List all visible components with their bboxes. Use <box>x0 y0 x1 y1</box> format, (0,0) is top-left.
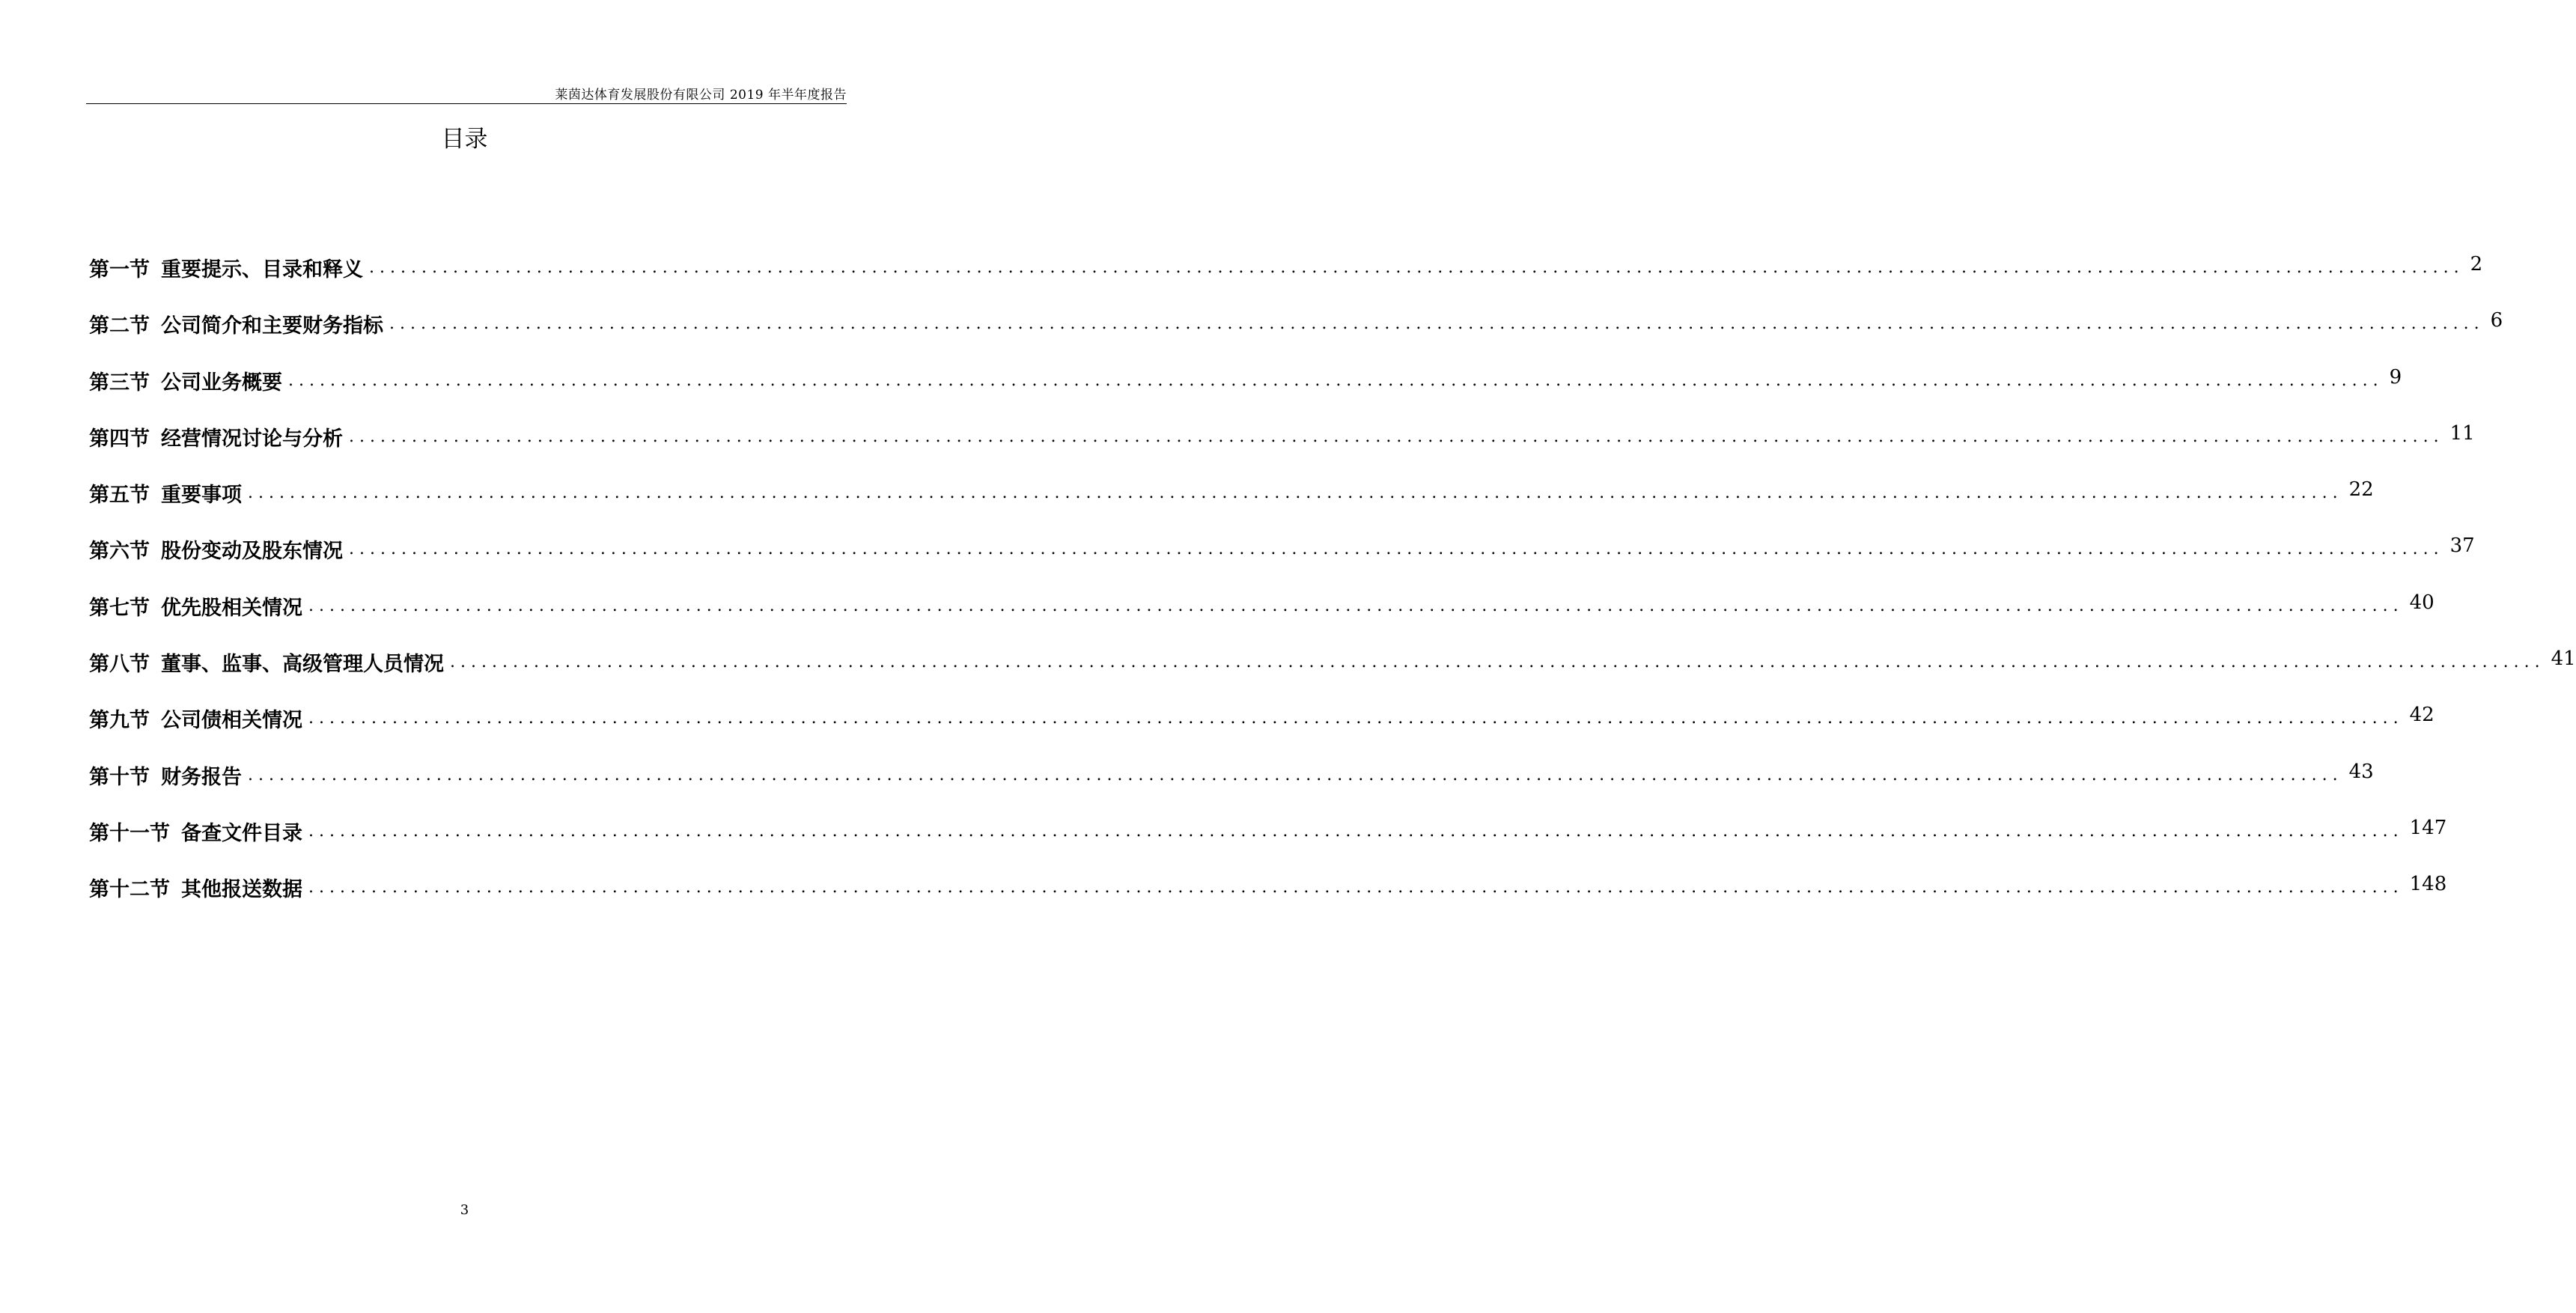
toc-dot-leader: ........................................................................................................................................................................................................ <box>349 540 2444 559</box>
toc-dot-leader: ........................................................................................................................................................................................................ <box>308 596 2404 615</box>
toc-entry-label <box>89 761 242 790</box>
toc-page-number: 42 <box>2409 704 2435 727</box>
toc-entry-label <box>89 704 302 733</box>
toc-entry[interactable] <box>89 760 2374 817</box>
toc-section-number: 第九节 <box>89 709 150 733</box>
page-number: 3 <box>460 1202 469 1218</box>
toc-section-title: 股份变动及股东情况 <box>161 540 343 564</box>
toc-dot-leader: ........................................................................................................................................................................................................ <box>389 314 2485 334</box>
toc-page-number: 2 <box>2470 253 2483 275</box>
toc-entry-label <box>89 591 302 621</box>
toc-dot-leader: ........................................................................................................................................................................................................ <box>308 878 2404 898</box>
toc-entry-label <box>89 253 363 282</box>
toc-entry-label <box>89 648 444 677</box>
toc-page-number: 41 <box>2551 648 2576 671</box>
toc-section-title: 重要事项 <box>161 484 242 508</box>
toc-section-number: 第一节 <box>89 258 150 281</box>
toc-section-title: 备查文件目录 <box>181 821 302 845</box>
toc-section-number: 第十二节 <box>89 878 170 902</box>
toc-section-title: 公司业务概要 <box>161 371 282 394</box>
toc-section-title: 其他报送数据 <box>181 878 302 902</box>
toc-entry[interactable] <box>89 816 2447 873</box>
toc-page-number: 22 <box>2348 478 2374 502</box>
running-title: 莱茵达体育发展股份有限公司 2019 年半年度报告 <box>555 88 847 103</box>
toc-entry[interactable] <box>89 365 2402 422</box>
toc-entry[interactable] <box>89 648 2576 704</box>
toc-entry[interactable] <box>89 873 2447 929</box>
toc-section-title: 经营情况讨论与分析 <box>161 427 343 451</box>
toc-entry-label <box>89 309 383 338</box>
toc-entry[interactable] <box>89 534 2475 591</box>
toc-page-number: 11 <box>2449 421 2475 445</box>
toc-page-number: 6 <box>2490 309 2503 332</box>
toc-section-number: 第十一节 <box>89 821 170 845</box>
toc-entry[interactable] <box>89 478 2374 534</box>
toc-section-number: 第三节 <box>89 371 150 394</box>
toc-page-number: 40 <box>2409 591 2435 614</box>
toc-entry[interactable] <box>89 309 2503 365</box>
toc-section-title: 董事、监事、高级管理人员情况 <box>161 653 444 677</box>
toc-page-number: 148 <box>2409 873 2447 896</box>
toc-page-number: 37 <box>2449 534 2475 558</box>
toc-entry[interactable] <box>89 704 2435 760</box>
toc-section-number: 第八节 <box>89 653 150 677</box>
toc-entry-label <box>89 817 302 846</box>
toc-dot-leader: ........................................................................................................................................................................................................ <box>308 709 2404 728</box>
toc-section-title: 重要提示、目录和释义 <box>161 258 363 281</box>
toc-section-title: 公司简介和主要财务指标 <box>161 314 383 338</box>
page-title: 目录 <box>441 126 488 153</box>
toc-page-number: 147 <box>2409 816 2447 839</box>
toc-entry[interactable] <box>89 591 2435 648</box>
toc-section-number: 第七节 <box>89 596 150 620</box>
toc-dot-leader: ........................................................................................................................................................................................................ <box>248 484 2343 503</box>
toc-dot-leader: ........................................................................................................................................................................................................ <box>349 427 2444 446</box>
page-header <box>86 78 847 104</box>
toc-entry[interactable] <box>89 421 2475 478</box>
toc-entry-label <box>89 534 343 564</box>
toc-section-title: 优先股相关情况 <box>161 596 302 620</box>
toc-entry[interactable] <box>89 253 2483 309</box>
toc-section-number: 第四节 <box>89 427 150 451</box>
toc-entry-label <box>89 873 302 902</box>
toc-dot-leader: ........................................................................................................................................................................................................ <box>248 765 2343 785</box>
toc-dot-leader: ........................................................................................................................................................................................................ <box>369 258 2464 277</box>
toc-section-number: 第二节 <box>89 314 150 338</box>
toc-entry-label <box>89 478 242 508</box>
toc-entry-label <box>89 366 282 395</box>
toc-dot-leader: ........................................................................................................................................................................................................ <box>308 821 2404 841</box>
toc-section-number: 第十节 <box>89 765 150 789</box>
toc-section-number: 第五节 <box>89 484 150 508</box>
toc-page-number: 9 <box>2389 365 2402 389</box>
toc-entry-label <box>89 422 343 451</box>
toc-dot-leader: ........................................................................................................................................................................................................ <box>288 371 2384 390</box>
toc-section-number: 第六节 <box>89 540 150 564</box>
toc-section-title: 公司债相关情况 <box>161 709 302 733</box>
table-of-contents <box>89 253 2576 930</box>
toc-section-title: 财务报告 <box>161 765 242 789</box>
toc-page-number: 43 <box>2348 760 2374 783</box>
toc-dot-leader: ........................................................................................................................................................................................................ <box>450 653 2545 672</box>
